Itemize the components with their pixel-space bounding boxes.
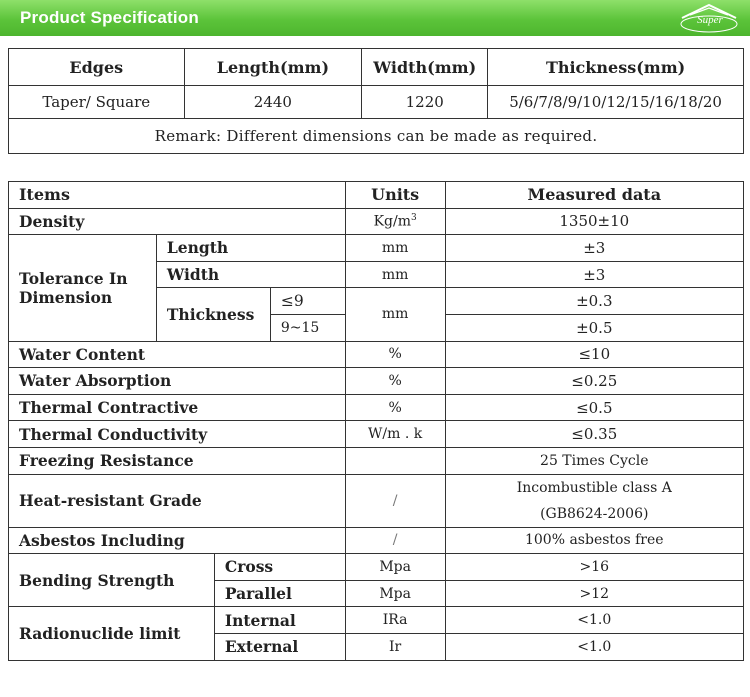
asbestos-value: 100% asbestos free	[445, 527, 743, 554]
header-banner	[0, 0, 750, 36]
logo-text: Super	[697, 14, 723, 26]
tolerance-length-value: ±3	[445, 235, 743, 262]
bending-parallel-value: >12	[445, 580, 743, 607]
value-width: 1220	[362, 86, 488, 119]
freezing-value: 25 Times Cycle	[445, 447, 743, 474]
water-absorption-unit: %	[345, 368, 445, 395]
dimensions-value-row	[9, 86, 744, 119]
water-absorption-value: ≤0.25	[445, 368, 743, 395]
radionuclide-external-label: External	[214, 633, 345, 660]
bending-label: Bending Strength	[9, 554, 215, 607]
radionuclide-external-unit: Ir	[345, 633, 445, 660]
heat-unit: /	[345, 474, 445, 527]
thermal-conductivity-unit: W/m . k	[345, 421, 445, 448]
row-thermal-contractive	[9, 394, 744, 421]
header-width: Width(mm)	[362, 49, 488, 86]
heat-value: Incombustible class A (GB8624-2006)	[445, 474, 743, 527]
tolerance-length-label: Length	[156, 235, 345, 262]
thickness-sub2-label: 9~15	[270, 314, 345, 341]
thermal-contractive-value: ≤0.5	[445, 394, 743, 421]
row-water-content	[9, 341, 744, 368]
tolerance-width-value: ±3	[445, 261, 743, 288]
bending-cross-unit: Mpa	[345, 554, 445, 581]
row-radionuclide-internal	[9, 607, 744, 634]
radionuclide-external-value: <1.0	[445, 633, 743, 660]
radionuclide-label: Radionuclide limit	[9, 607, 215, 660]
value-length: 2440	[184, 86, 362, 119]
tolerance-width-label: Width	[156, 261, 345, 288]
spec-table	[8, 181, 744, 661]
header-measured: Measured data	[445, 182, 743, 209]
thermal-conductivity-value: ≤0.35	[445, 421, 743, 448]
row-tolerance-length	[9, 235, 744, 262]
dimensions-header-row	[9, 49, 744, 86]
bending-parallel-unit: Mpa	[345, 580, 445, 607]
tolerance-thickness-unit: mm	[345, 288, 445, 341]
header-thickness: Thickness(mm)	[488, 49, 744, 86]
water-content-unit: %	[345, 341, 445, 368]
radionuclide-internal-value: <1.0	[445, 607, 743, 634]
water-content-label: Water Content	[9, 341, 346, 368]
row-freezing	[9, 447, 744, 474]
asbestos-label: Asbestos Including	[9, 527, 346, 554]
row-density	[9, 208, 744, 235]
value-edges: Taper/ Square	[9, 86, 185, 119]
row-water-absorption	[9, 368, 744, 395]
tolerance-length-unit: mm	[345, 235, 445, 262]
asbestos-unit: /	[345, 527, 445, 554]
thermal-contractive-label: Thermal Contractive	[9, 394, 346, 421]
tolerance-width-unit: mm	[345, 261, 445, 288]
bending-cross-value: >16	[445, 554, 743, 581]
row-asbestos	[9, 527, 744, 554]
row-bending-cross	[9, 554, 744, 581]
header-units: Units	[345, 182, 445, 209]
tolerance-thickness-label: Thickness	[156, 288, 270, 341]
header-length: Length(mm)	[184, 49, 362, 86]
density-value: 1350±10	[445, 208, 743, 235]
thermal-contractive-unit: %	[345, 394, 445, 421]
water-absorption-label: Water Absorption	[9, 368, 346, 395]
dimensions-table	[8, 48, 744, 154]
bending-cross-label: Cross	[214, 554, 345, 581]
row-heat-resistant	[9, 474, 744, 527]
header-edges: Edges	[9, 49, 185, 86]
thickness-sub1-label: ≤9	[270, 288, 345, 315]
value-thickness: 5/6/7/8/9/10/12/15/16/18/20	[488, 86, 744, 119]
spec-header-row	[9, 182, 744, 209]
bending-parallel-label: Parallel	[214, 580, 345, 607]
thickness-sub2-value: ±0.5	[445, 314, 743, 341]
header-items: Items	[9, 182, 346, 209]
radionuclide-internal-label: Internal	[214, 607, 345, 634]
radionuclide-internal-unit: IRa	[345, 607, 445, 634]
thermal-conductivity-label: Thermal Conductivity	[9, 421, 346, 448]
banner-title: Product Specification	[20, 8, 199, 27]
remark-text: Remark: Different dimensions can be made as required.	[9, 119, 744, 154]
row-thermal-conductivity	[9, 421, 744, 448]
density-unit: $Kg/m^3$	[345, 208, 445, 235]
water-content-value: ≤10	[445, 341, 743, 368]
dimensions-remark-row	[9, 119, 744, 154]
tolerance-label: Tolerance In Dimension	[9, 235, 157, 341]
density-label: Density	[9, 208, 346, 235]
freezing-unit	[345, 447, 445, 474]
thickness-sub1-value: ±0.3	[445, 288, 743, 315]
freezing-label: Freezing Resistance	[9, 447, 346, 474]
heat-label: Heat-resistant Grade	[9, 474, 346, 527]
